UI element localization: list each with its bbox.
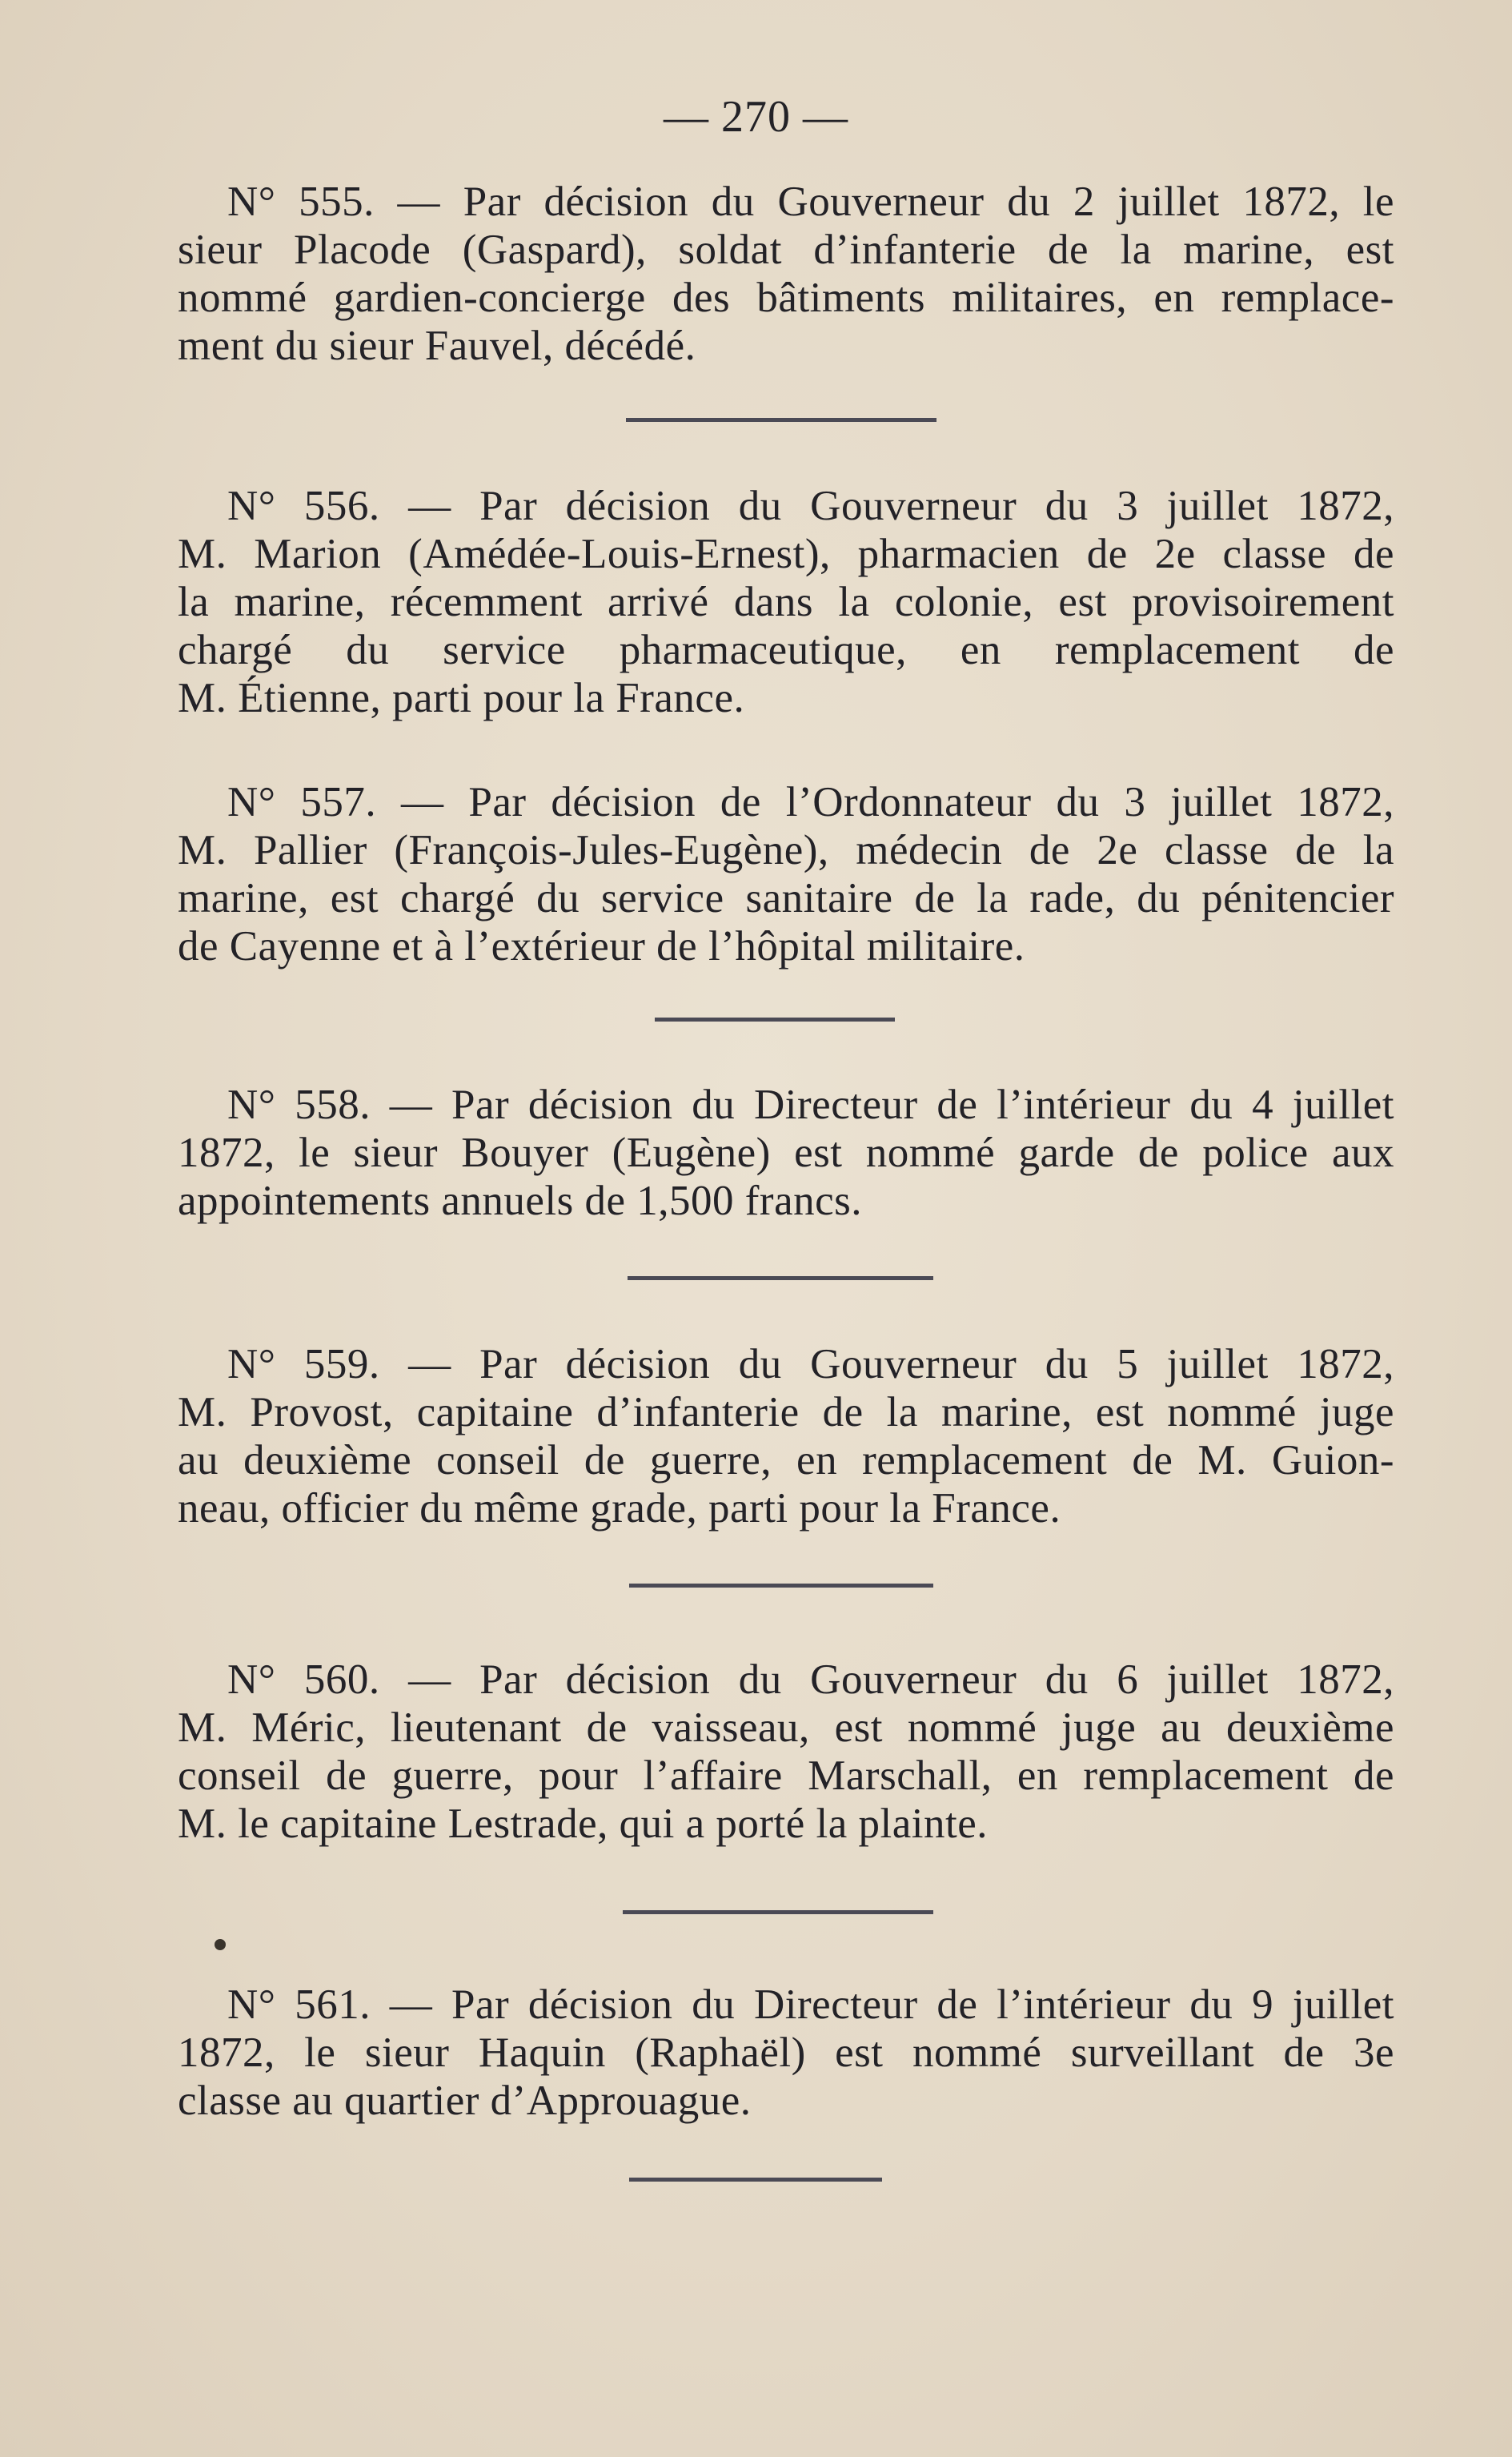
section-divider [623, 1910, 933, 1914]
section-divider [626, 418, 936, 422]
entry-line: chargé du service pharmaceutique, en remplacement de [178, 627, 1394, 673]
entry-line: la marine, récemment arrivé dans la colonie, est provisoirement [178, 579, 1394, 625]
entry-line: appointements annuels de 1,500 francs. [178, 1178, 862, 1224]
entry-line: M. Étienne, parti pour la France. [178, 675, 745, 721]
section-divider [629, 1584, 933, 1588]
entry-line: N° 557. — Par décision de l’Ordonnateur du 3 juillet 1872, [227, 779, 1394, 825]
entry-line: M. Méric, lieutenant de vaisseau, est nommé juge au deuxième [178, 1704, 1394, 1751]
entry-line: N° 560. — Par décision du Gouverneur du 6 juillet 1872, [227, 1656, 1394, 1703]
section-divider [628, 1276, 933, 1280]
entry-558 [178, 1081, 1394, 1225]
entry-line: 1872, le sieur Haquin (Raphaël) est nommé surveillant de 3e [178, 2029, 1394, 2076]
section-divider [655, 1018, 895, 1022]
entry-line: N° 558. — Par décision du Directeur de l’intérieur du 4 juillet [227, 1082, 1394, 1128]
entry-557 [178, 778, 1394, 970]
entry-line: classe au quartier d’Approuague. [178, 2078, 752, 2124]
entry-line: M. Pallier (François-Jules-Eugène), médecin de 2e classe de la [178, 827, 1394, 873]
entry-line: N° 555. — Par décision du Gouverneur du 2 juillet 1872, le [227, 179, 1394, 225]
entry-line: M. Marion (Amédée-Louis-Ernest), pharmacien de 2e classe de [178, 531, 1394, 577]
entry-line: marine, est chargé du service sanitaire de la rade, du pénitencier [178, 875, 1394, 921]
entry-line: ment du sieur Fauvel, décédé. [178, 323, 696, 369]
entry-line: nommé gardien-concierge des bâtiments militaires, en remplace- [178, 275, 1394, 321]
ink-spot [215, 1939, 226, 1950]
entry-line: N° 561. — Par décision du Directeur de l’intérieur du 9 juillet [227, 1981, 1394, 2028]
entry-561 [178, 1981, 1394, 2125]
entry-line: M. le capitaine Lestrade, qui a porté la plainte. [178, 1801, 988, 1847]
entry-line: de Cayenne et à l’extérieur de l’hôpital militaire. [178, 923, 1025, 970]
entry-line: au deuxième conseil de guerre, en remplacement de M. Guion- [178, 1437, 1394, 1483]
entry-559 [178, 1340, 1394, 1532]
entry-555 [178, 178, 1394, 370]
section-divider [629, 2178, 882, 2182]
entry-560 [178, 1656, 1394, 1848]
entry-556 [178, 482, 1394, 722]
entry-line: 1872, le sieur Bouyer (Eugène) est nommé garde de police aux [178, 1130, 1394, 1176]
entry-line: M. Provost, capitaine d’infanterie de la marine, est nommé juge [178, 1389, 1394, 1435]
page-number: — 270 — [664, 92, 848, 142]
entry-line: N° 559. — Par décision du Gouverneur du 5 juillet 1872, [227, 1341, 1394, 1387]
entry-line: neau, officier du même grade, parti pour la France. [178, 1485, 1061, 1532]
entry-line: sieur Placode (Gaspard), soldat d’infanterie de la marine, est [178, 227, 1394, 273]
entry-line: conseil de guerre, pour l’affaire Marschall, en remplacement de [178, 1752, 1394, 1799]
entry-line: N° 556. — Par décision du Gouverneur du 3 juillet 1872, [227, 483, 1394, 529]
